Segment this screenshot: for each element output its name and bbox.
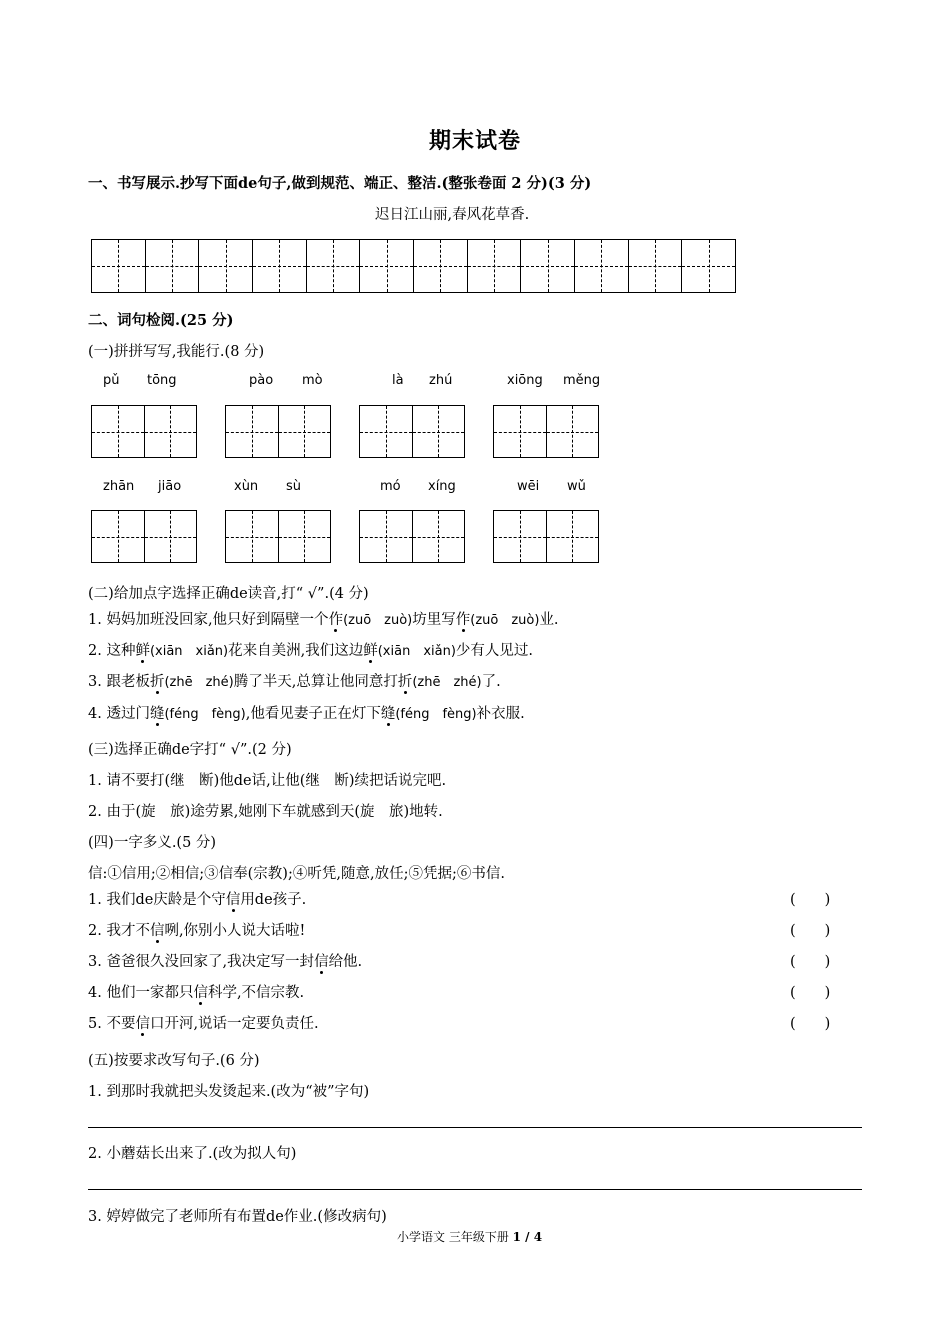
question-line: 2. 由于(旋 旅)途劳累,她刚下车就感到天(旋 旅)地转. xyxy=(88,804,443,820)
question-line: 1. 妈妈加班没回家,他只好到隔壁一个作(zuō zuò)坊里写作(zuō zuò)业. xyxy=(88,608,559,629)
question-line: 5. 不要信口开河,说话一定要负责任. xyxy=(88,1012,319,1033)
question-line: 4. 他们一家都只信科学,不信宗教. xyxy=(88,981,304,1002)
question-line: 4. 透过门缝(féng fèng),他看见妻子正在灯下缝(féng fèng)补衣服. xyxy=(88,702,525,723)
pinyin-label: xùn xyxy=(234,479,259,494)
part1-heading: (一)拼拼写写,我能行.(8 分) xyxy=(88,344,265,360)
pinyin-answer-box[interactable] xyxy=(225,405,331,458)
question-line: 2. 我才不信咧,你别小人说大话啦! xyxy=(88,919,305,940)
pinyin-answer-box[interactable] xyxy=(225,510,331,563)
question-line: 1. 我们de庆龄是个守信用de孩子. xyxy=(88,888,306,909)
pinyin-answer-box[interactable] xyxy=(91,405,197,458)
pinyin-label: sù xyxy=(286,479,302,494)
pinyin-answer-box[interactable] xyxy=(493,405,599,458)
pinyin-label: pǔ xyxy=(103,373,120,388)
pinyin-label: zhú xyxy=(429,373,453,388)
page-number: 1 / 4 xyxy=(512,1230,543,1244)
question-line: 2. 这种鲜(xiān xiǎn)花来自美洲,我们这边鲜(xiān xiǎn)少有人见过. xyxy=(88,639,533,660)
section2-heading: 二、词句检阅.(25 分) xyxy=(88,312,234,329)
answer-parentheses[interactable]: ( ) xyxy=(790,954,831,970)
answer-parentheses[interactable]: ( ) xyxy=(790,923,831,939)
question-line: 2. 小蘑菇长出来了.(改为拟人句) xyxy=(88,1146,297,1162)
pinyin-answer-box[interactable] xyxy=(493,510,599,563)
question-line: 3. 婷婷做完了老师所有布置de作业.(修改病句) xyxy=(88,1209,387,1225)
pinyin-label: wǔ xyxy=(567,479,586,494)
pinyin-label: xiōng xyxy=(507,373,543,388)
question-line: 3. 跟老板折(zhē zhé)腾了半天,总算让他同意打折(zhē zhé)了. xyxy=(88,670,501,691)
pinyin-label: tōng xyxy=(147,373,177,388)
part2-heading: (二)给加点字选择正确de读音,打“ √”.(4 分) xyxy=(88,586,369,602)
meanings-list: 信:①信用;②相信;③信奉(宗教);④听凭,随意,放任;⑤凭据;⑥书信. xyxy=(88,866,505,882)
writing-grid[interactable] xyxy=(91,239,736,293)
pinyin-label: zhān xyxy=(103,479,135,494)
copy-sentence: 迟日江山丽,春风花草香. xyxy=(375,207,530,223)
section1-heading: 一、书写展示.抄写下面de句子,做到规范、端正、整洁.(整张卷面 2 分)(3 分) xyxy=(88,175,592,192)
part3-heading: (三)选择正确de字打“ √”.(2 分) xyxy=(88,742,292,758)
part5-heading: (五)按要求改写句子.(6 分) xyxy=(88,1053,260,1069)
part4-heading: (四)一字多义.(5 分) xyxy=(88,835,217,851)
answer-parentheses[interactable]: ( ) xyxy=(790,892,831,908)
pinyin-answer-box[interactable] xyxy=(359,510,465,563)
question-line: 1. 到那时我就把头发烫起来.(改为“被”字句) xyxy=(88,1084,370,1100)
answer-parentheses[interactable]: ( ) xyxy=(790,985,831,1001)
footer-subject: 小学语文 三年级下册 xyxy=(397,1230,509,1244)
pinyin-label: là xyxy=(392,373,404,388)
page-footer xyxy=(397,1228,542,1245)
answer-line[interactable] xyxy=(88,1127,862,1128)
pinyin-label: xíng xyxy=(428,479,456,494)
pinyin-label: jiāo xyxy=(158,479,182,494)
pinyin-label: měng xyxy=(563,373,601,388)
pinyin-label: wēi xyxy=(517,479,540,494)
pinyin-answer-box[interactable] xyxy=(91,510,197,563)
pinyin-label: pào xyxy=(249,373,274,388)
pinyin-label: mó xyxy=(380,479,401,494)
answer-line[interactable] xyxy=(88,1189,862,1190)
question-line: 1. 请不要打(继 断)他de话,让他(继 断)续把话说完吧. xyxy=(88,773,447,789)
pinyin-answer-box[interactable] xyxy=(359,405,465,458)
page-title: 期末试卷 xyxy=(428,128,521,154)
pinyin-label: mò xyxy=(302,373,323,388)
question-line: 3. 爸爸很久没回家了,我决定写一封信给他. xyxy=(88,950,362,971)
answer-parentheses[interactable]: ( ) xyxy=(790,1016,831,1032)
